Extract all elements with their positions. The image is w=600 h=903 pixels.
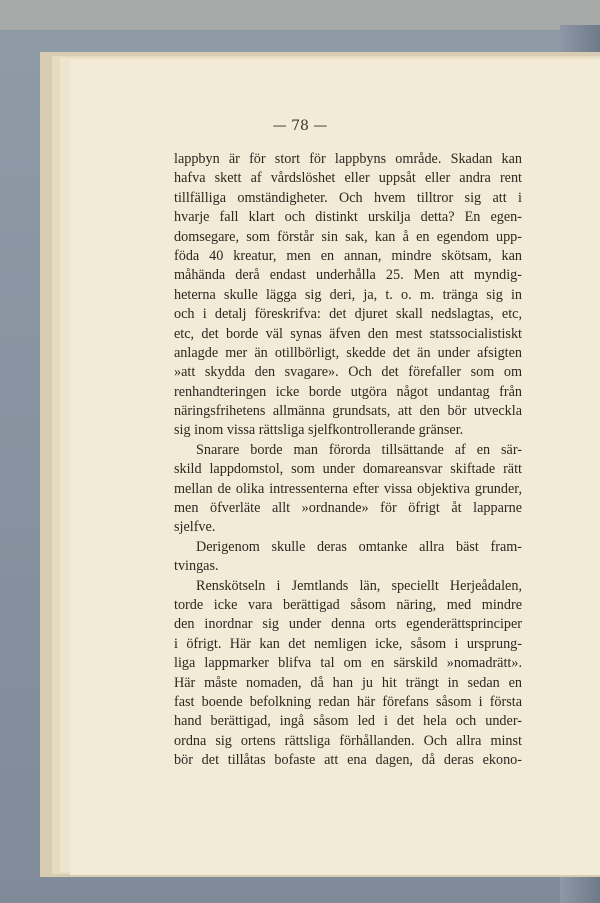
text-line: föda 40 kreatur, men en annan, mindre skötsam, kan [174,247,522,264]
text-line: liga lappmarker blifva tal om en särskild »nomadrätt». [174,655,522,672]
text-line: den inordnar sig under denna orts egenderättsprinciper [174,616,522,633]
text-line: lappbyn är för stort för lappbyns område. Skadan kan [174,151,522,167]
text-line: hand berättigad, ingå såsom led i det hela och under- [174,713,522,730]
text-line: anlagde mer än otillbörligt, skedde det än under afsigten [174,344,522,361]
text-line: mellan de olika intressenterna efter vissa objektiva grunder, [174,480,522,497]
text-line: Derigenom skulle deras omtanke allra bäst fram- [196,538,522,555]
text-line: »att skydda den svagare». Och det förefaller som om [174,364,522,381]
text-line: Renskötseln i Jemtlands län, speciellt Herjeådalen, [196,577,522,594]
text-line: Här måste nomaden, då han ju hit trängt in sedan en [174,674,522,691]
book-page [70,60,600,875]
text-line: sjelfve. [174,519,216,536]
text-line: hvarje fall klart och distinkt urskilja detta? En egen- [174,209,522,226]
text-line: ordna sig ortens rättsliga förhållanden. Och allra minst [174,732,522,749]
text-line: och i detalj föreskrifva: det djuret skall nedslagtas, etc, [174,306,522,323]
text-line: men öfverläte allt »ordnande» för öfrigt åt lapparne [174,500,522,517]
text-line: fast boende befolkning redan här förefans såsom i första [174,693,522,710]
text-line: tillfälliga omständigheter. Och hvem tilltror sig att i [174,189,522,206]
text-line: sig inom vissa rättsliga sjelfkontrollerande gränser. [174,422,464,439]
text-line: bör det tillåtas bofaste att ena dagen, då deras ekono- [174,752,522,769]
body-text [174,150,522,771]
text-line: skild lappdomstol, som under domareansvar skiftade rätt [174,461,522,478]
text-line: renhandteringen icke borde utgöra något undantag från [174,383,522,400]
text-line: domsegare, som förstår sin sak, kan å en egendom upp- [174,228,522,245]
text-line: hafva skett af vårdslöshet eller uppsåt eller andra rent [174,170,522,187]
text-line: i öfrigt. Här kan det nemligen icke, såsom i ursprung- [174,635,522,652]
text-line: näringsfrihetens allmänna grundsats, att den bör utveckla [174,403,522,420]
text-line: torde icke vara berättigad såsom näring, med mindre [174,596,522,613]
text-line: tvingas. [174,558,219,575]
page-number: — 78 — [272,118,328,134]
text-line: etc, det borde väl synas äfven den mest statssocialistiskt [174,325,522,342]
text-line: heterna skulle lägga sig deri, ja, t. o. m. tränga sig in [174,286,522,303]
text-line: Snarare borde man förorda tillsättande af en sär- [196,441,522,458]
text-line: måhända derå endast underhålla 25. Men att myndig- [174,267,522,284]
